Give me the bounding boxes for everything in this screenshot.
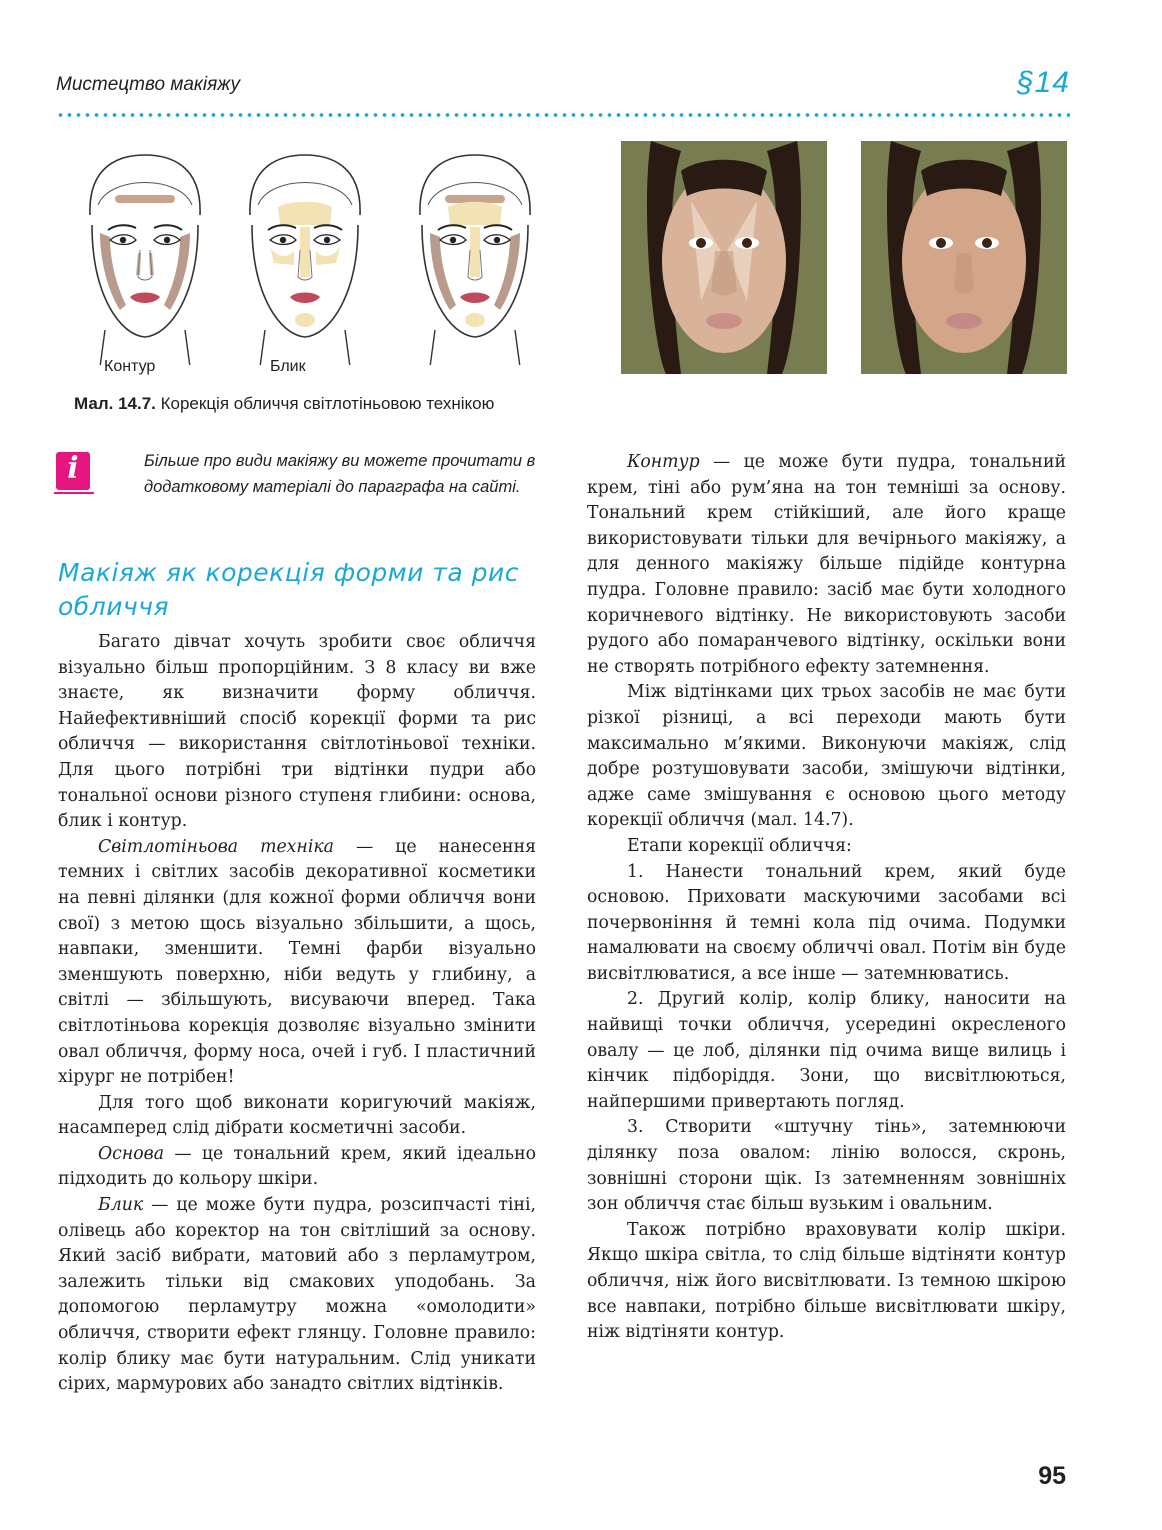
right-column <box>587 450 1066 1346</box>
paragraph: Контур — це може бути пудра, тональний крем, тіні або рум’яна на тон темніші за основу. Тональний крем стійкіший, але його краще використовувати тільки для вечірнього макіяжу, а для денного макіяжу більше підійде контурна пудра. Головне правило: засіб має бути холодного коричневого відтінку. Не використовують засоби рудого або помаранчевого відтінку, оскільки вони не створять потрібного ефекту затемнення. <box>587 452 1066 677</box>
paragraph: Блик — це може бути пудра, розсипчасті тіні, олівець або коректор на тон світліший за основу. Який засіб вибрати, матовий або з перламутром, залежить тільки від смакових уподобань. За допомогою перламутру можна «омолодити» обличчя, створити ефект глянцу. Головне правило: колір блику має бути натуральним. Слід уникати сірих, мармурових або занадто світлих відтінків. <box>58 1195 536 1395</box>
term: Світлотіньова техніка <box>98 836 334 857</box>
label-highlight: Блик <box>270 358 306 375</box>
paragraph: Для того щоб виконати коригуючий макіяж, насамперед слід дібрати косметичні засоби. <box>58 1092 536 1139</box>
paragraph: 1. Нанести тональний крем, який буде основою. Приховати маскуючими засобами всі почервоніння й темні кола під очима. Подумки намалювати на своєму обличчі овал. Потім він буде висвітлюватися, а все інше — затемнюватись. <box>587 861 1066 984</box>
term: Контур <box>627 452 700 472</box>
photo-makeup-finished <box>861 141 1067 374</box>
info-icon: i <box>56 452 90 490</box>
left-column <box>58 630 536 1398</box>
caption-text: Корекція обличчя світлотіньовою технікою <box>155 394 495 413</box>
info-underline <box>54 492 94 494</box>
paragraph: Також потрібно враховувати колір шкіри. Якщо шкіра світла, то слід більше відтіняти контур обличчя, ніж його висвітлювати. Із темною шкірою все навпаки, потрібно більше висвітлювати шкіру, ніж відтіняти контур. <box>587 1219 1066 1343</box>
section-number: §14 <box>1016 66 1070 99</box>
term: Основа <box>98 1143 164 1164</box>
paragraph: Між відтінками цих трьох засобів не має бути різкої різниці, а всі переходи мають бути максимально м’якими. Виконуючи макіяж, слід добре розтушовувати засоби, змішуючи відтінки, адже саме змішування є основою цього методу корекції обличчя (мал. 14.7). <box>587 682 1066 831</box>
photo-contour-applied <box>621 141 827 374</box>
header-divider <box>56 113 1070 117</box>
paragraph: Етапи корекції обличчя: <box>627 835 852 856</box>
page-number: 95 <box>1038 1462 1066 1490</box>
section-heading: Макіяж як корекція форми та рис обличчя <box>58 558 520 621</box>
caption-number: Мал. 14.7. <box>74 394 156 413</box>
paragraph: 2. Другий колір, колір блику, наносити на найвищі точки обличчя, усередині окресленого овалу — це лоб, ділянки під очима вище вилиць і кінчик підборіддя. Зони, що висвітлюються, найпершими привертають погляд. <box>587 989 1066 1112</box>
term: Блик <box>98 1195 144 1216</box>
label-contour: Контур <box>104 358 156 375</box>
chapter-title: Мистецтво макіяжу <box>56 74 241 95</box>
paragraph: Багато дівчат хочуть зробити своє обличчя візуально більш пропорційним. З 8 класу ви вже знаєте, як визначити форму обличчя. Найефективніший спосіб корекції форми та рис обличчя — використання світлотіньової техніки. Для цього потрібні три відтінки пудри або тональної основи різного ступеня глибини: основа, блик і контур. <box>58 632 536 832</box>
paragraph: Світлотіньова техніка — це нанесення темних і світлих засобів декоративної косметики на певні ділянки (для кожної форми обличчя вони свої) з метою щось візуально збільшити, а щось, навпаки, зменшити. Темні фарби візуально зменшують поверхню, ніби ведуть у глибину, а світлі — збільшують, висуваючи вперед. Така світлотіньова корекція дозволяє візуально змінити овал обличчя, форму носа, очей і губ. І пластичний хірург не потрібен! <box>58 836 536 1088</box>
figure-caption <box>74 394 494 414</box>
info-note: Більше про види макіяжу ви можете прочитати в додатковому матеріалі до параграфа на сайті. <box>144 452 536 496</box>
paragraph: 3. Створити «штучну тінь», затемнюючи ділянку поза овалом: лінію волосся, скронь, зовнішні сторони щік. Із затемненням зовнішніх зон обличчя стає більш вузьким і овальним. <box>587 1117 1066 1215</box>
face-sketches-illustration <box>70 135 540 365</box>
paragraph: Основа — це тональний крем, який ідеально підходить до кольору шкіри. <box>58 1143 536 1190</box>
